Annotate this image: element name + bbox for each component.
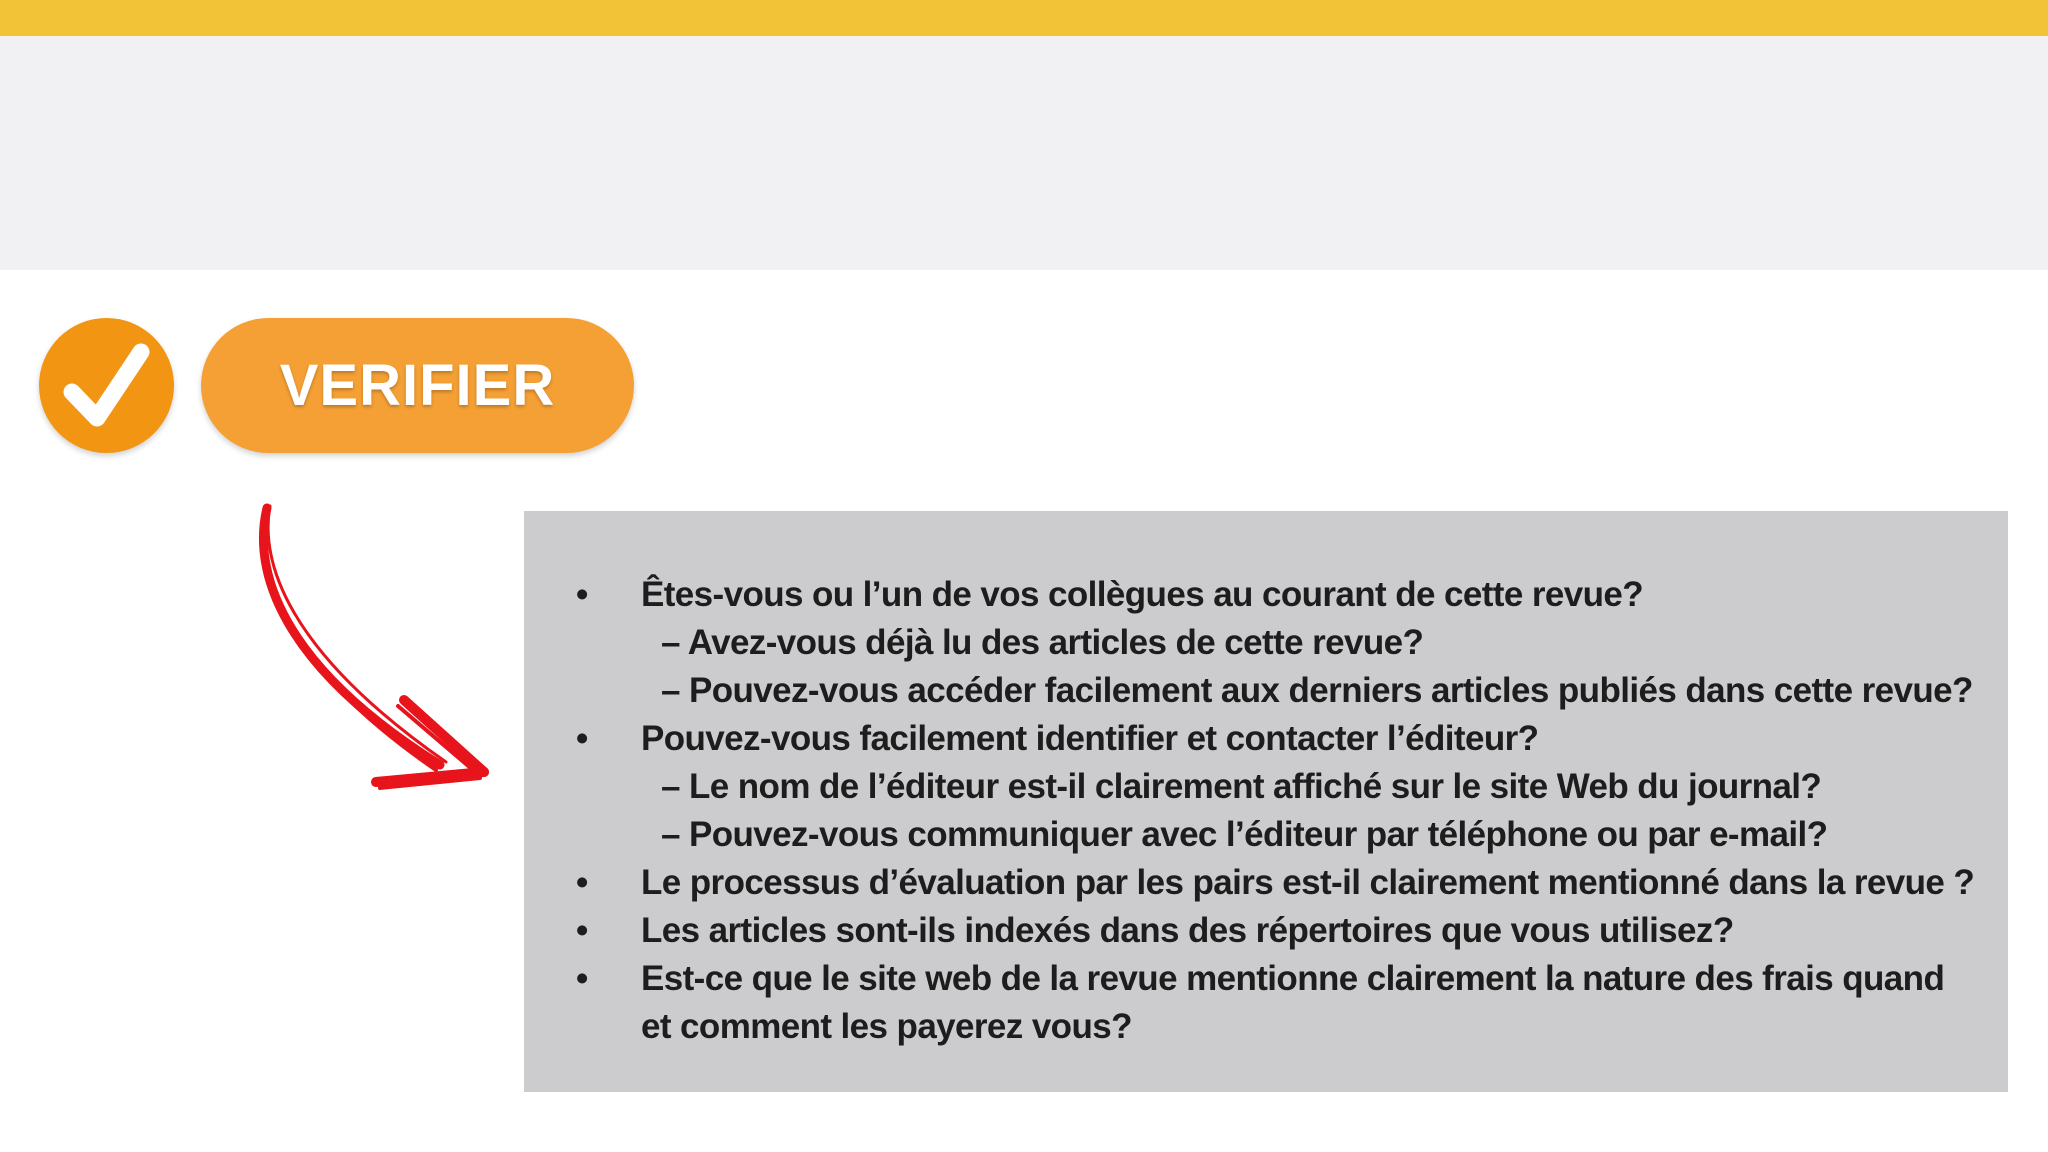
question-text: Le processus d’évaluation par les pairs est-il clairement mentionné dans la revue ? [641,863,1975,902]
question-text: Êtes-vous ou l’un de vos collègues au courant de cette revue? [641,575,1644,614]
sub-item-text: Le nom de l’éditeur est-il clairement affiché sur le site Web du journal? [689,767,1822,806]
sub-item-text: Pouvez-vous accéder facilement aux derniers articles publiés dans cette revue? [689,671,1973,710]
sub-item [641,619,2008,667]
list-item [576,859,2008,907]
list-item [576,907,2008,955]
curved-red-arrow-icon [240,500,500,800]
list-item [576,955,2008,1051]
question-text: Les articles sont-ils indexés dans des répertoires que vous utilisez? [641,911,1734,950]
sub-list [641,763,2008,859]
checklist-panel [524,511,2008,1092]
sub-item-text: Avez-vous déjà lu des articles de cette revue? [687,623,1424,662]
question-text: Pouvez-vous facilement identifier et contacter l’éditeur? [641,719,1539,758]
sub-list [641,619,2008,715]
sub-item [641,763,2008,811]
check-badge [39,318,174,453]
verify-button[interactable]: VERIFIER [201,318,634,453]
list-item [576,715,2008,859]
checkmark-icon [39,318,174,453]
sub-item [641,811,2008,859]
checklist [576,571,2008,1051]
sub-item [641,667,2008,715]
list-item [576,571,2008,715]
sub-item-text: Pouvez-vous communiquer avec l’éditeur par téléphone ou par e-mail? [689,815,1828,854]
header-band [0,36,2048,270]
question-text: Est-ce que le site web de la revue mentionne clairement la nature des frais quand et comment les payerez vous? [641,959,1945,1046]
